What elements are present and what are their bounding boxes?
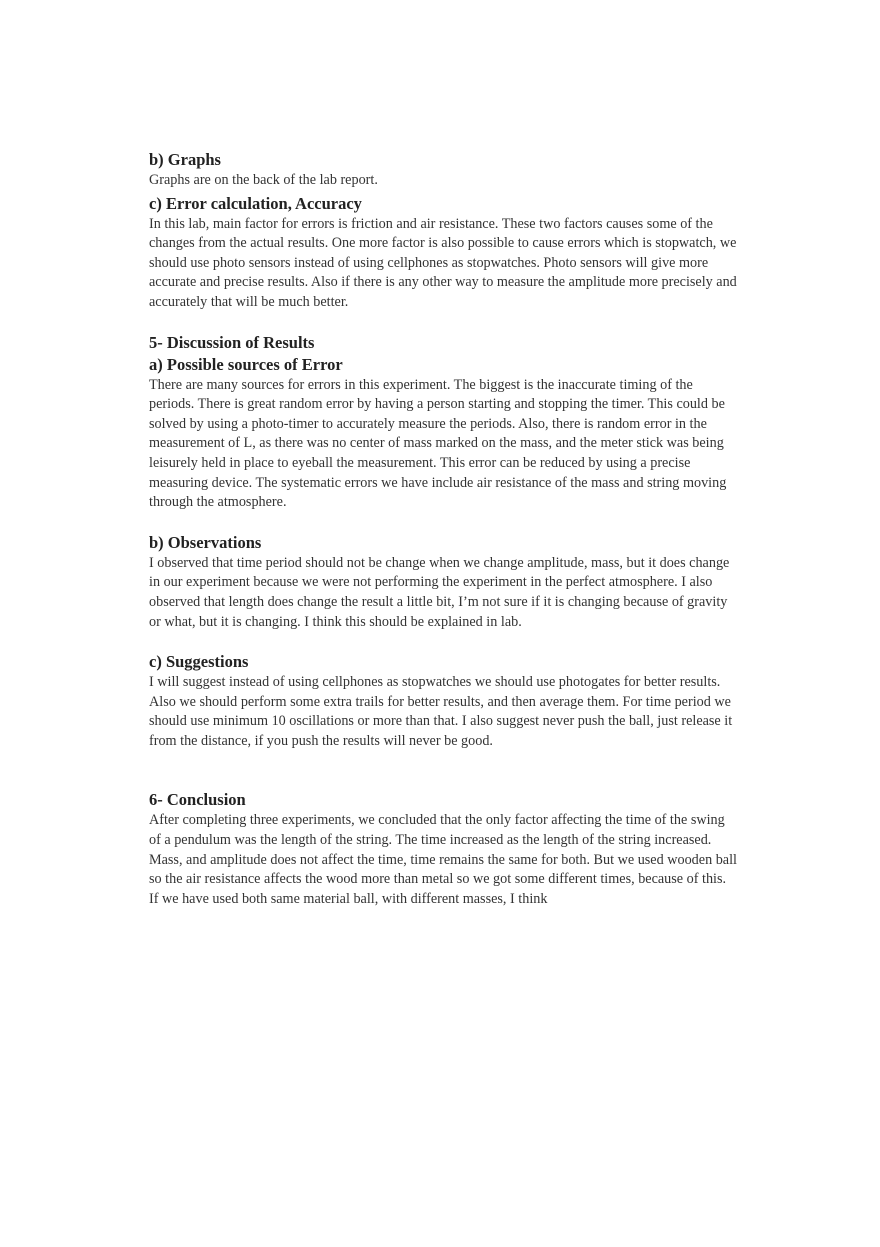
graphs-paragraph: Graphs are on the back of the lab report. — [149, 172, 378, 188]
error-calculation-paragraph: In this lab, main factor for errors is friction and air resistance. These two factors causes some of the changes from the actual results. One more factor is also possible to cause errors which is stopwatch, we should use photo sensors instead of using cellphones as stopwatches. Photo sensors will give more accurate and precise results. Also if there is any other way to measure the amplitude more precisely and accurately that will be much better. — [149, 215, 737, 310]
suggestions-heading: c) Suggestions — [149, 652, 249, 672]
observations-heading: b) Observations — [149, 532, 262, 552]
sources-of-error-paragraph: There are many sources for errors in this experiment. The biggest is the inaccurate timing of the periods. There is great random error by having a person starting and stopping the timer. This could be solved by using a photo-timer to accurately measure the periods. Also, there is random error in the measurement of L, as there was no center of mass marked on the mass, and the meter stick was being leisurely held in place to eyeball the measurement. This error can be reduced by using a precise measuring device. The systematic errors we have include air resistance of the mass and string moving through the atmosphere. — [149, 376, 727, 511]
discussion-heading: 5- Discussion of Results — [149, 332, 315, 352]
observations-paragraph: I observed that time period should not be change when we change amplitude, mass, but it does change in our experiment because we were not performing the experiment in the perfect atmosphere. I also observed that length does change the result a little bit, I’m not sure if it is changing because of gravity or what, but it is changing. I think this should be explained in lab. — [149, 554, 730, 630]
conclusion-paragraph: After completing three experiments, we concluded that the only factor affecting the time of the swing of a pendulum was the length of the string. The time increased as the length of the string increased. Mass, and amplitude does not affect the time, time remains the same for both. But we used wooden ball so the air resistance affects the wood more than metal so we got some different times, because of this. If we have used both same material ball, with different masses, I think — [149, 812, 737, 907]
document-page — [149, 149, 739, 909]
sources-of-error-heading: a) Possible sources of Error — [149, 354, 343, 374]
error-calculation-heading: c) Error calculation, Accuracy — [149, 193, 362, 213]
graphs-heading: b) Graphs — [149, 150, 221, 169]
suggestions-paragraph: I will suggest instead of using cellphones as stopwatches we should use photogates for better results. Also we should perform some extra trails for better results, and then average them. For time period we should use minimum 10 oscillations or more than that. I also suggest never push the ball, just release it from the distance, if you push the results will never be good. — [149, 674, 733, 749]
conclusion-heading: 6- Conclusion — [149, 790, 246, 810]
